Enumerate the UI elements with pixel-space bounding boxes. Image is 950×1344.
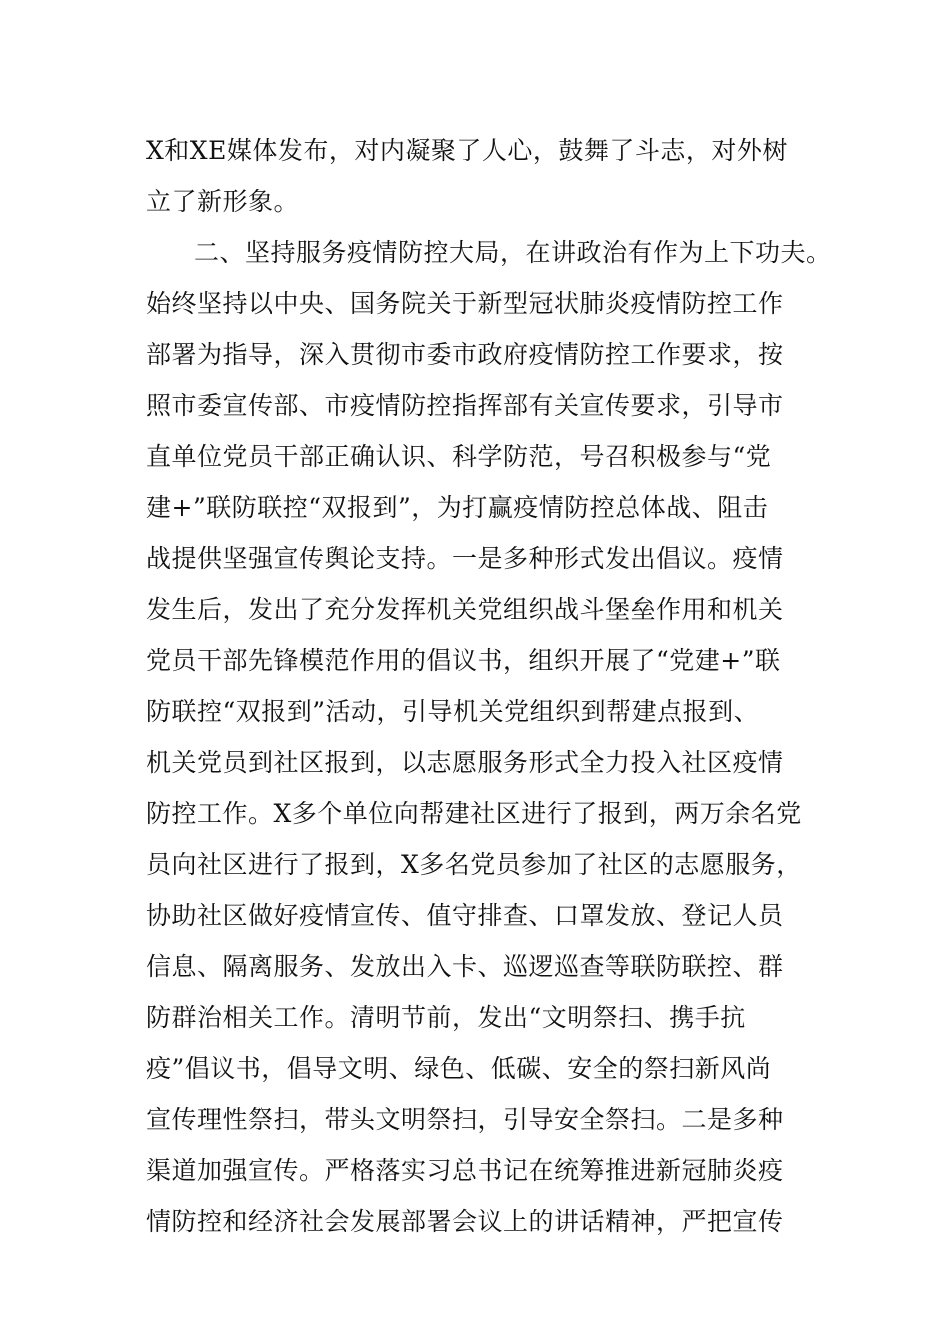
text-line-12: 防联控“双报到”活动，引导机关党组织到帮建点报到、 bbox=[146, 697, 760, 726]
text-line-10: 发生后，发出了充分发挥机关党组织战斗堡垒作用和机关 bbox=[146, 595, 784, 624]
text-line-15: 员向社区进行了报到，X多名党员参加了社区的志愿服务， bbox=[146, 850, 802, 879]
text-line-13: 机关党员到社区报到，以志愿服务形式全力投入社区疫情 bbox=[146, 748, 784, 777]
text-line-17: 信息、隔离服务、发放出入卡、巡逻巡查等联防联控、群 bbox=[146, 952, 784, 981]
text-line-16: 协助社区做好疫情宣传、值守排查、口罩发放、登记人员 bbox=[146, 901, 784, 930]
text-line-19: 疫”倡议书，倡导文明、绿色、低碳、安全的祭扫新风尚 bbox=[146, 1054, 772, 1083]
text-line-7: 直单位党员干部正确认识、科学防范，号召积极参与“党 bbox=[146, 442, 772, 471]
text-line-9: 战提供坚强宣传舆论支持。一是多种形式发出倡议。疫情 bbox=[146, 544, 784, 573]
text-line-8: 建+”联防联控“双报到”，为打赢疫情防控总体战、阻击 bbox=[146, 493, 769, 522]
section-heading: 二、坚持服务疫情防控大局，在讲政治有作为上下功夫。 bbox=[194, 238, 832, 267]
text-line-20: 宣传理性祭扫，带头文明祭扫，引导安全祭扫。二是多种 bbox=[146, 1105, 784, 1134]
text-line-11: 党员干部先锋模范作用的倡议书，组织开展了“党建+”联 bbox=[146, 646, 781, 675]
text-line-18: 防群治相关工作。清明节前，发出“文明祭扫、携手抗 bbox=[146, 1003, 746, 1032]
text-line-4: 始终坚持以中央、国务院关于新型冠状肺炎疫情防控工作 bbox=[146, 289, 784, 318]
text-line-5: 部署为指导，深入贯彻市委市政府疫情防控工作要求，按 bbox=[146, 340, 784, 369]
text-line-1: X和XE媒体发布，对内凝聚了人心，鼓舞了斗志，对外树 bbox=[146, 136, 788, 165]
text-line-14: 防控工作。X多个单位向帮建社区进行了报到，两万余名党 bbox=[146, 799, 802, 828]
text-line-21: 渠道加强宣传。严格落实习总书记在统筹推进新冠肺炎疫 bbox=[146, 1156, 784, 1185]
text-line-6: 照市委宣传部、市疫情防控指挥部有关宣传要求，引导市 bbox=[146, 391, 784, 420]
text-line-22: 情防控和经济社会发展部署会议上的讲话精神，严把宣传 bbox=[146, 1207, 784, 1236]
text-line-2: 立了新形象。 bbox=[146, 187, 300, 216]
